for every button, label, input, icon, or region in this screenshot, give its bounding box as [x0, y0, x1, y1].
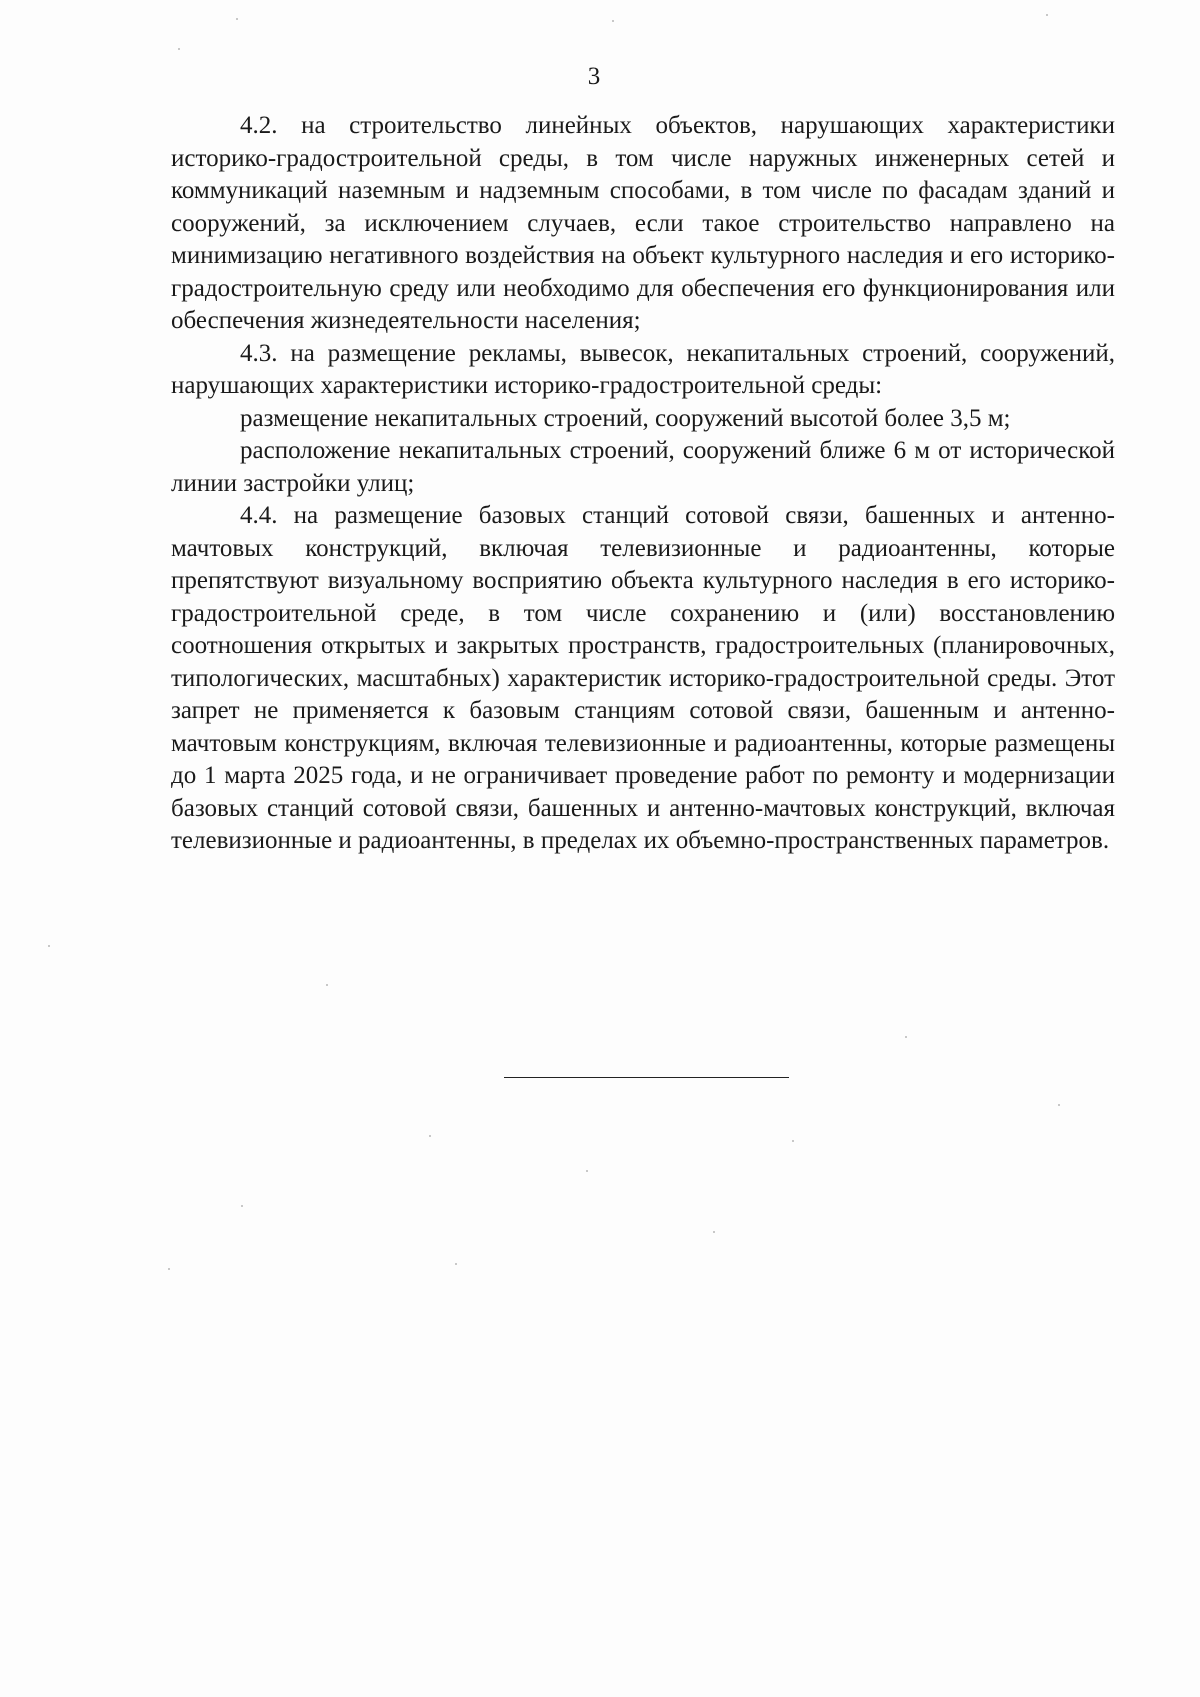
scan-speck [1058, 1104, 1060, 1106]
scan-speck [168, 1268, 170, 1270]
scan-speck [586, 1170, 588, 1172]
scan-speck [48, 945, 50, 947]
scan-speck [178, 48, 180, 50]
paragraph-4-3-item-distance: расположение некапитальных строений, сооружений ближе 6 м от исторической линии застройки улиц; [171, 437, 1115, 497]
paragraph-4-2: 4.2. на строительство линейных объектов, нарушающих характеристики историко-градостроительной среды, в том числе наружных инженерных сетей и коммуникаций наземным и надземным способами, в том числе по фасадам зданий и сооружений, за исключением случаев, если такое строительство направлено на минимизацию негативного воздействия на объект культурного наследия и его историко-градостроительную среду или необходимо для обеспечения его функционирования или обеспечения жизнедеятельности населения; [171, 112, 1115, 334]
page-number: 3 [587, 63, 601, 90]
closing-divider-line [504, 1077, 789, 1078]
scan-speck [612, 20, 614, 22]
scan-speck [326, 984, 328, 986]
scan-speck [429, 1135, 431, 1137]
paragraph-4-3: 4.3. на размещение рекламы, вывесок, некапитальных строений, сооружений, нарушающих характеристики историко-градостроительной среды: [171, 339, 1115, 399]
scan-speck [455, 1263, 457, 1265]
document-body [171, 110, 1115, 858]
paragraph-4-3-item-height: размещение некапитальных строений, сооружений высотой более 3,5 м; [240, 404, 1011, 432]
scan-speck [792, 1140, 794, 1142]
scan-speck [713, 1231, 715, 1233]
scan-speck [905, 1036, 907, 1038]
paragraph-4-4: 4.4. на размещение базовых станций сотовой связи, башенных и антенно-мачтовых конструкций, включая телевизионные и радиоантенны, которые препятствуют визуальному восприятию объекта культурного наследия в его историко-градостроительной среде, в том числе сохранению и (или) восстановлению соотношения открытых и закрытых пространств, градостроительных (планировочных, типологических, масштабных) характеристик историко-градостроительной среды. Этот запрет не применяется к базовым станциям сотовой связи, башенным и антенно-мачтовым конструкциям, включая телевизионные и радиоантенны, которые размещены до 1 марта 2025 года, и не ограничивает проведение работ по ремонту и модернизации базовых станций сотовой связи, башенных и антенно-мачтовых конструкций, включая телевизионные и радиоантенны, в пределах их объемно-пространственных параметров. [171, 502, 1115, 854]
scan-speck [236, 18, 238, 20]
scan-speck [241, 1205, 243, 1207]
scan-speck [1046, 14, 1048, 16]
